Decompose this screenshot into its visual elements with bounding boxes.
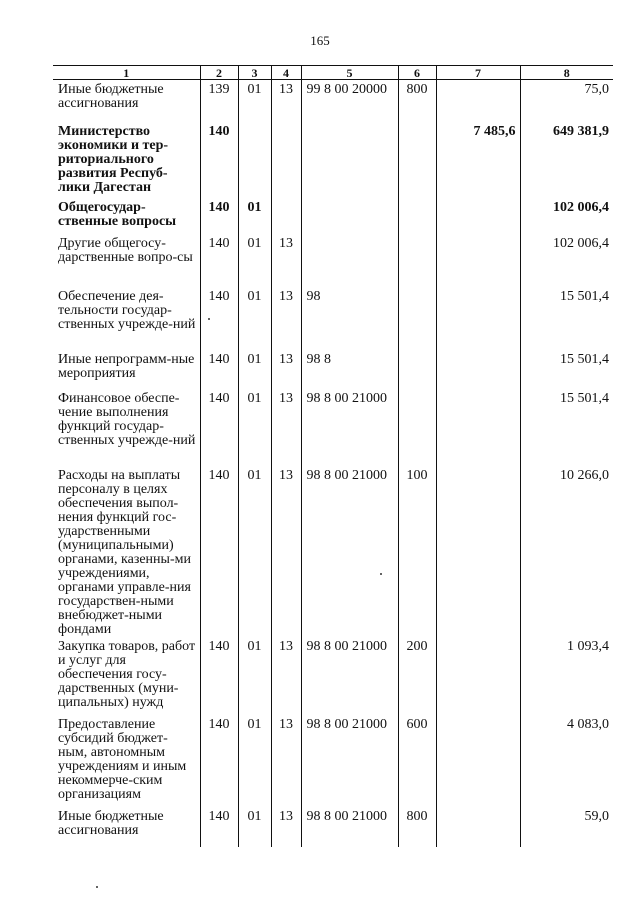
row-amount-total: 15 501,4	[520, 350, 613, 389]
row-expense-type	[398, 122, 436, 198]
row-amount-subvention	[436, 637, 520, 715]
row-section	[238, 122, 271, 198]
row-name: Закупка товаров, работ и услуг для обеспечения госу-дарственных (муни-ципальных) нужд	[58, 638, 196, 710]
row-amount-subvention	[436, 466, 520, 637]
row-amount-subvention	[436, 350, 520, 389]
column-header: 1	[53, 66, 200, 80]
row-chapter: 140	[200, 807, 238, 847]
row-expense-type	[398, 287, 436, 350]
row-target-article: 98 8 00 21000	[301, 389, 398, 466]
row-subsection	[271, 122, 301, 198]
row-chapter: 140	[200, 287, 238, 350]
row-amount-subvention	[436, 389, 520, 466]
row-subsection: 13	[271, 350, 301, 389]
row-name: Общегосудар-ственные вопросы	[58, 199, 177, 229]
row-amount-total: 1 093,4	[520, 637, 613, 715]
table-row	[53, 234, 613, 287]
row-subsection: 13	[271, 466, 301, 637]
row-subsection	[271, 198, 301, 234]
row-section: 01	[238, 287, 271, 350]
row-target-article: 98 8 00 21000	[301, 715, 398, 807]
row-name: Иные непрограмм-ные мероприятия	[58, 351, 195, 381]
row-chapter: 140	[200, 234, 238, 287]
row-amount-total: 15 501,4	[520, 389, 613, 466]
table-row	[53, 80, 613, 122]
row-chapter: 140	[200, 715, 238, 807]
row-expense-type: 800	[398, 80, 436, 122]
row-chapter: 139	[200, 80, 238, 122]
column-header: 4	[271, 66, 301, 80]
table-row	[53, 122, 613, 198]
row-name: Иные бюджетные ассигнования	[58, 82, 164, 111]
row-subsection: 13	[271, 389, 301, 466]
row-name: Министерство экономики и тер-риториального развития Респуб-лики Дагестан	[58, 123, 169, 195]
row-amount-total: 10 266,0	[520, 466, 613, 637]
row-amount-total: 102 006,4	[520, 234, 613, 287]
row-section: 01	[238, 715, 271, 807]
table-header-row	[53, 66, 613, 80]
row-target-article: 98 8 00 21000	[301, 466, 398, 637]
row-target-article	[301, 198, 398, 234]
row-amount-total: 649 381,9	[520, 122, 613, 198]
row-amount-subvention	[436, 287, 520, 350]
scan-speck	[208, 318, 210, 320]
row-amount-total: 102 006,4	[520, 198, 613, 234]
row-subsection: 13	[271, 637, 301, 715]
row-chapter: 140	[200, 637, 238, 715]
row-subsection: 13	[271, 234, 301, 287]
row-target-article: 98	[301, 287, 398, 350]
row-subsection: 13	[271, 807, 301, 847]
table-row	[53, 287, 613, 350]
row-target-article	[301, 234, 398, 287]
table-row	[53, 198, 613, 234]
row-expense-type: 100	[398, 466, 436, 637]
row-section: 01	[238, 466, 271, 637]
table-body	[53, 80, 613, 847]
row-chapter: 140	[200, 350, 238, 389]
row-name: Иные бюджетные ассигнования	[58, 808, 164, 838]
table-row	[53, 807, 613, 847]
row-section: 01	[238, 350, 271, 389]
scan-speck	[96, 886, 98, 888]
row-amount-total: 59,0	[520, 807, 613, 847]
row-subsection: 13	[271, 80, 301, 122]
budget-table-container	[53, 65, 613, 845]
row-amount-total: 4 083,0	[520, 715, 613, 807]
column-header: 7	[436, 66, 520, 80]
column-header: 8	[520, 66, 613, 80]
row-section: 01	[238, 637, 271, 715]
row-expense-type	[398, 234, 436, 287]
row-expense-type: 800	[398, 807, 436, 847]
row-expense-type: 200	[398, 637, 436, 715]
row-subsection: 13	[271, 715, 301, 807]
row-section: 01	[238, 807, 271, 847]
row-section: 01	[238, 389, 271, 466]
row-expense-type	[398, 198, 436, 234]
scan-speck	[380, 573, 382, 575]
table-row	[53, 715, 613, 807]
budget-table	[53, 65, 613, 847]
row-target-article: 99 8 00 20000	[301, 80, 398, 122]
page-number: 165	[310, 33, 330, 48]
row-target-article: 98 8	[301, 350, 398, 389]
table-row	[53, 466, 613, 637]
column-header: 5	[301, 66, 398, 80]
row-name: Расходы на выплаты персоналу в целях обеспечения выпол-нения функций гос-ударственными (муниципальными) органами, казенны-ми учреждениями, органами управле-ния государствен-ными внебюджет-ными фондами	[58, 467, 191, 637]
row-name: Предоставление субсидий бюджет-ным, автономным учреждениям и иным некоммерче-ским организациям	[58, 716, 187, 802]
row-expense-type	[398, 389, 436, 466]
table-row	[53, 350, 613, 389]
column-header: 3	[238, 66, 271, 80]
row-section: 01	[238, 198, 271, 234]
row-name: Другие общегосу-дарственные вопро-сы	[58, 235, 193, 265]
row-name: Финансовое обеспе-чение выполнения функций государ-ственных учрежде-ний	[58, 390, 196, 448]
row-name: Обеспечение дея-тельности государ-ственных учрежде-ний	[58, 288, 196, 332]
row-amount-subvention: 7 485,6	[436, 122, 520, 198]
row-target-article: 98 8 00 21000	[301, 637, 398, 715]
row-expense-type: 600	[398, 715, 436, 807]
row-chapter: 140	[200, 198, 238, 234]
column-header: 2	[200, 66, 238, 80]
row-amount-subvention	[436, 198, 520, 234]
row-chapter: 140	[200, 389, 238, 466]
row-amount-total: 15 501,4	[520, 287, 613, 350]
table-row	[53, 637, 613, 715]
row-section: 01	[238, 234, 271, 287]
row-target-article	[301, 122, 398, 198]
row-target-article: 98 8 00 21000	[301, 807, 398, 847]
row-chapter: 140	[200, 122, 238, 198]
row-subsection: 13	[271, 287, 301, 350]
row-amount-subvention	[436, 234, 520, 287]
row-chapter: 140	[200, 466, 238, 637]
row-amount-subvention	[436, 715, 520, 807]
row-expense-type	[398, 350, 436, 389]
column-header: 6	[398, 66, 436, 80]
row-amount-subvention	[436, 807, 520, 847]
row-section: 01	[238, 80, 271, 122]
row-amount-total: 75,0	[520, 80, 613, 122]
table-row	[53, 389, 613, 466]
row-amount-subvention	[436, 80, 520, 122]
